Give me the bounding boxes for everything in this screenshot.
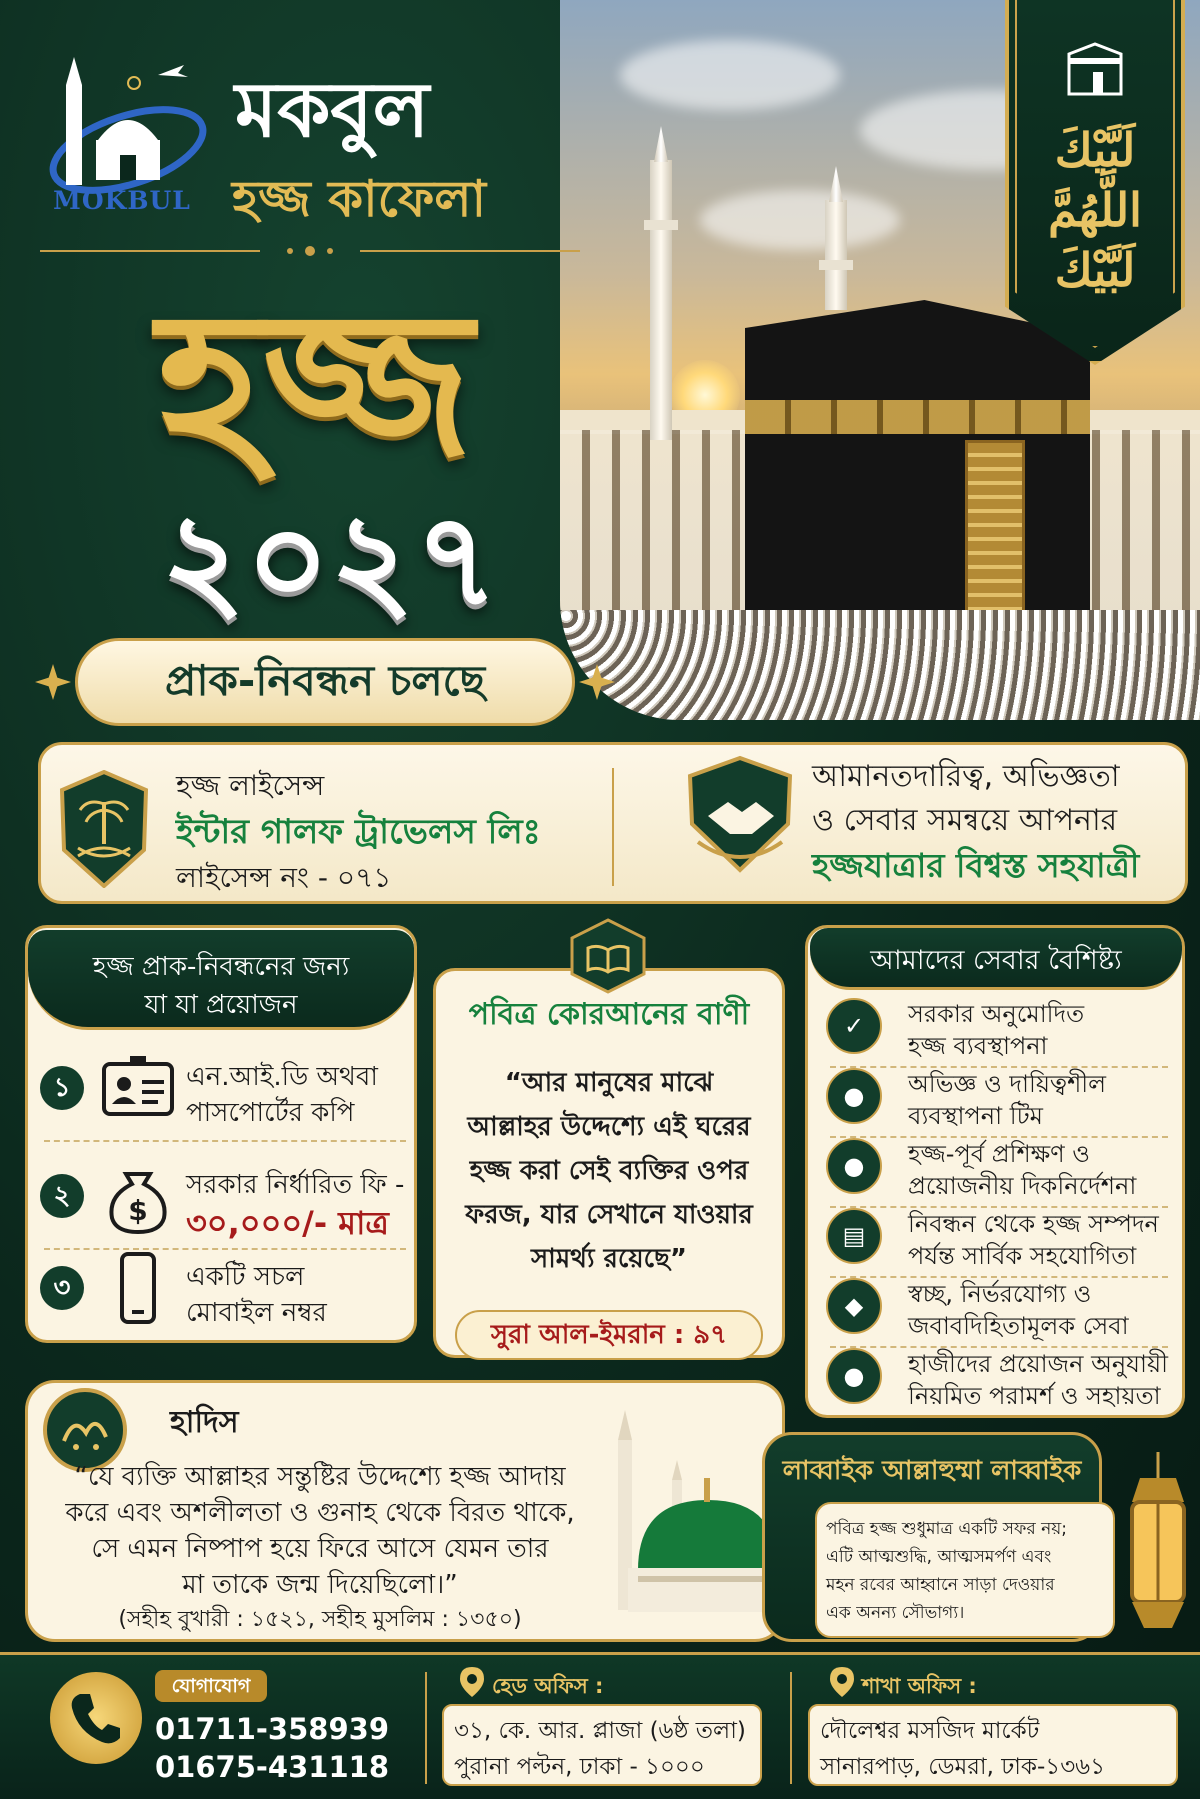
logo-text: MOKBUL — [53, 186, 191, 215]
feature-item: ● হজ্জ-পূর্ব প্রশিক্ষণ ও প্রয়োজনীয় দিকনির্দেশনা — [820, 1132, 1175, 1202]
requirements-title-2: যা যা প্রয়োজন — [144, 990, 298, 1020]
hadith-text-line: “যে ব্যক্তি আল্লাহর সন্তুষ্টির উদ্দেশ্যে হজ্জ আদায় — [74, 1462, 566, 1492]
head-office-label: হেড অফিস : — [492, 1674, 604, 1698]
requirement-number: ১ — [40, 1066, 84, 1110]
feature-item: ▤ নিবন্ধন থেকে হজ্জ সম্পদন পর্যন্ত সার্বিক সহযোগিতা — [820, 1202, 1175, 1272]
hadith-text-line: মা তাকে জন্ম দিয়েছিলো।” — [182, 1570, 458, 1600]
handshake-shield-icon — [678, 752, 802, 876]
kaaba-icon — [1063, 38, 1127, 98]
hadith-title: হাদিস — [170, 1405, 239, 1440]
requirement-item: ২ $ সরকার নির্ধারিত ফি - ৩০,০০০/- মাত্র — [40, 1148, 410, 1248]
labbaik-title: লাব্বাইক আল্লাহুম্মা লাব্বাইক — [782, 1456, 1082, 1486]
brand-name: মকবুল — [235, 65, 430, 154]
feature-item: ✓ সরকার অনুমোদিত হজ্জ ব্যবস্থাপনা — [820, 992, 1175, 1062]
labbaik-text-line: এটি আত্মশুদ্ধি, আত্মসমর্পণ এবং — [826, 1547, 1052, 1567]
trust-line-2: ও সেবার সমন্বয়ে আপনার — [812, 803, 1118, 838]
lantern-icon — [1118, 1452, 1198, 1642]
license-company: ইন্টার গালফ ট্রাভেলস লিঃ — [176, 812, 541, 852]
team-icon: ● — [826, 1068, 882, 1124]
trust-line-3: হজ্জযাত্রার বিশ্বস্ত সহযাত্রী — [812, 846, 1140, 885]
quran-book-icon — [570, 918, 646, 994]
hajj-title: হজ্জ — [157, 268, 473, 501]
quran-verse-line: ফরজ, যার সেখানে যাওয়ার — [465, 1200, 753, 1230]
location-pin-icon — [460, 1667, 484, 1697]
requirement-item: ৩ একটি সচল মোবাইল নম্বর — [40, 1240, 410, 1340]
feature-item: ● অভিজ্ঞ ও দায়িত্বশীল ব্যবস্থাপনা টিম — [820, 1062, 1175, 1132]
mobile-phone-icon — [98, 1248, 178, 1328]
location-pin-icon — [830, 1667, 854, 1697]
feature-item: ● হাজীদের প্রয়োজন অনুযায়ী নিয়মিত পরামর্শ ও সহায়তা — [820, 1342, 1175, 1412]
pre-registration-badge — [35, 638, 615, 726]
support-icon: ● — [826, 1348, 882, 1404]
labbaik-text-line: এক অনন্য সৌভাগ্য। — [826, 1603, 965, 1623]
money-bag-icon — [98, 1156, 178, 1236]
trust-line-1: আমানতদারিত্ব, অভিজ্ঞতা — [812, 759, 1120, 794]
labbaik-text-line: মহন রবের আহ্বানে সাড়া দেওয়ার — [826, 1575, 1055, 1595]
talbiyah-calligraphy: لَبَّيْكَ اللَّهُمَّ لَبَّيْكَ — [1048, 123, 1142, 297]
fee-amount: ৩০,০০০/- মাত্র — [186, 1204, 389, 1242]
pre-registration-text: প্রাক-নিবন্ধন চলছে — [164, 656, 486, 705]
ornament-divider — [40, 245, 580, 257]
quran-verse-line: হজ্জ করা সেই ব্যক্তির ওপর — [469, 1156, 749, 1186]
green-dome-image — [598, 1400, 783, 1640]
hadith-text-line: সে এমন নিষ্পাপ হয়ে ফিরে আসে যেমন তার — [91, 1534, 549, 1564]
contact-label: যোগাযোগ — [155, 1670, 267, 1702]
head-office-address-2: পুরানা পল্টন, ঢাকা - ১০০০ — [454, 1754, 705, 1780]
requirement-number: ৩ — [40, 1266, 84, 1310]
hadith-text-line: করে এবং অশলীলতা ও গুনাহ থেকে বিরত থাকে, — [65, 1498, 575, 1528]
quran-verse-line: সামর্থ্য রয়েছে” — [531, 1244, 687, 1274]
feature-item: ◆ স্বচ্ছ, নির্ভরযোগ্য ও জবাবদিহিতামূলক সেবা — [820, 1272, 1175, 1342]
saudi-emblem-icon — [58, 770, 150, 888]
phone-number[interactable]: 01675-431118 — [155, 1750, 389, 1784]
phone-number[interactable]: 01711-358939 — [155, 1712, 389, 1746]
requirement-item: ১ এন.আই.ডি অথবা পাসপোর্টের কপি — [40, 1040, 410, 1140]
quran-title: পবিত্র কোরআনের বাণী — [468, 997, 750, 1032]
svg-text:$: $ — [128, 1194, 148, 1227]
id-card-icon — [98, 1048, 178, 1128]
hadith-reference: (সহীহ বুখারী : ১৫২১, সহীহ মুসলিম : ১৩৫০) — [118, 1607, 522, 1632]
license-number: লাইসেন্স নং - ০৭১ — [176, 861, 392, 894]
quran-reference: সুরা আল-ইমরান : ৯৭ — [455, 1310, 763, 1360]
brand-subtitle: হজ্জ কাফেলা — [232, 170, 487, 228]
head-office-address-1: ৩১, কে. আর. প্লাজা (৬ষ্ঠ তলা) — [454, 1718, 746, 1744]
branch-office-address-1: দৌলেশ্বর মসজিদ মার্কেট — [820, 1718, 1040, 1744]
book-icon: ▤ — [826, 1208, 882, 1264]
branch-office-address-2: সানারপাড়, ডেমরা, ঢাক-১৩৬১ — [820, 1754, 1106, 1780]
labbaik-text-line: পবিত্র হজ্জ শুধুমাত্র একটি সফর নয়; — [826, 1519, 1068, 1539]
year-title: ২০২৭ — [160, 484, 500, 636]
phone-icon — [50, 1672, 142, 1764]
shield-icon: ◆ — [826, 1278, 882, 1334]
features-title: আমাদের সেবার বৈশিষ্ট্য — [870, 945, 1122, 976]
training-icon: ● — [826, 1138, 882, 1194]
quran-verse-line: আল্লাহর উদ্দেশ্যে এই ঘরের — [467, 1112, 751, 1142]
branch-office-label: শাখা অফিস : — [862, 1674, 977, 1698]
quran-verse-line: “আর মানুষের মাঝে — [504, 1068, 714, 1098]
license-label: হজ্জ লাইসেন্স — [176, 769, 325, 802]
requirement-number: ২ — [40, 1174, 84, 1218]
approved-icon: ✓ — [826, 998, 882, 1054]
requirements-title-1: হজ্জ প্রাক-নিবন্ধনের জন্য — [92, 952, 350, 982]
